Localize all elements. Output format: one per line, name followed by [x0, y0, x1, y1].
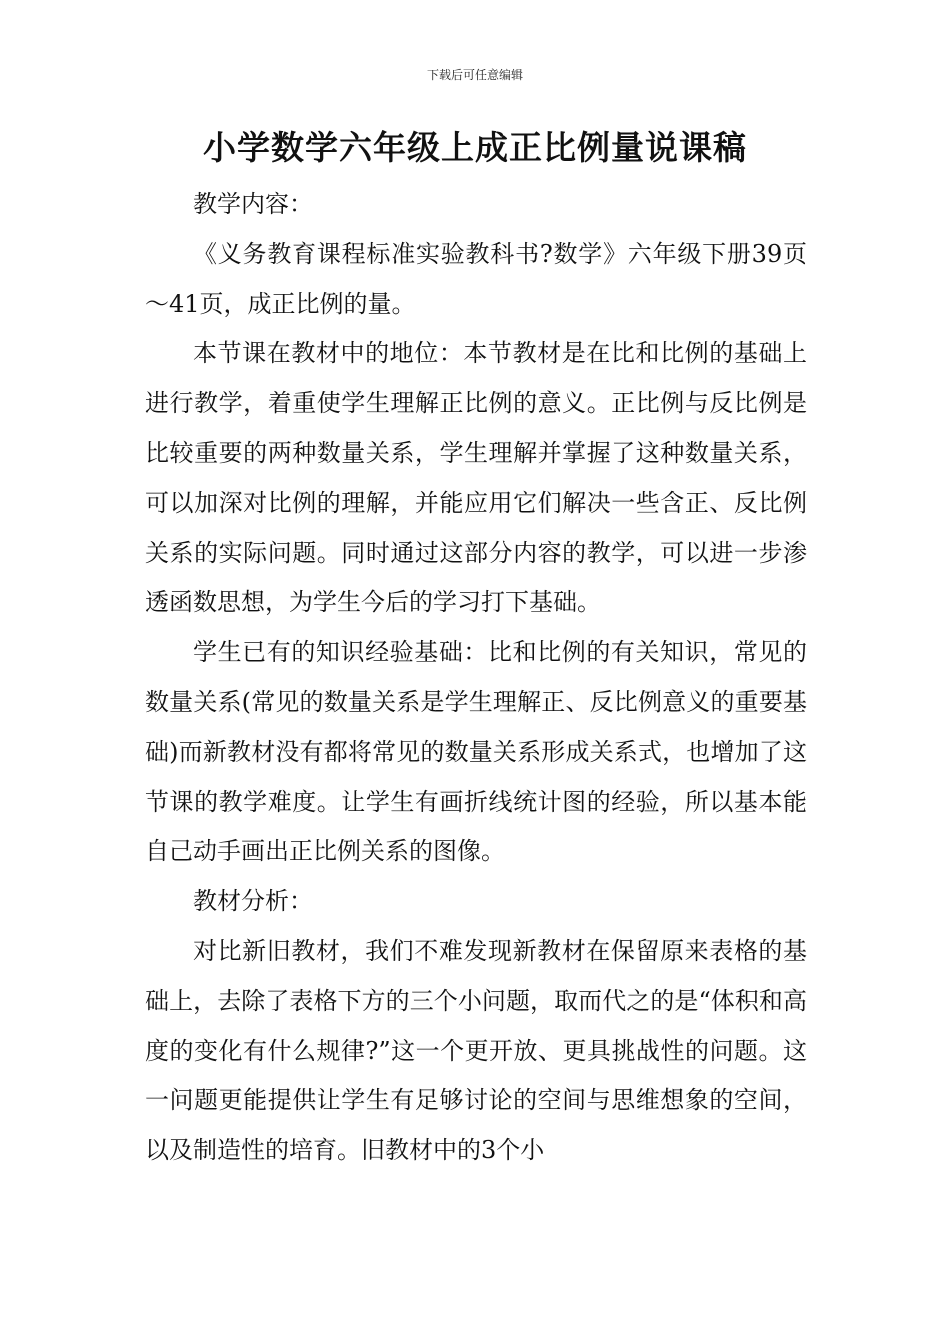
- document-body: [145, 180, 807, 1176]
- section-heading-teaching-content: 教学内容：: [193, 190, 313, 218]
- section-heading-textbook-analysis: 教材分析：: [193, 887, 313, 916]
- header-note: 下载后可任意编辑: [426, 68, 523, 82]
- paragraph-textbook-comparison: 对比新旧教材，我们不难发现新教材在保留原来表格的基础上，去除了表格下方的三个小问题，取而代之的是“体积和高度的变化有什么规律?”这一个更开放、更具挑战性的问题。这一问题更能提供让学生有足够讨论的空间与思维想象的空间，以及制造性的培育。旧教材中的3个小: [145, 936, 807, 1165]
- paragraph-lesson-position: 本节课在教材中的地位：本节教材是在比和比例的基础上进行教学，着重使学生理解正比例的意义。正比例与反比例是比较重要的两种数量关系，学生理解并掌握了这种数量关系，可以加深对比例的理解，并能应用它们解决一些含正、反比例关系的实际问题。同时通过这部分内容的教学，可以进一步渗透函数思想，为学生今后的学习打下基础。: [145, 339, 807, 617]
- document-title: 小学数学六年级上成正比例量说课稿: [203, 128, 747, 167]
- paragraph-textbook-reference: 《义务教育课程标准实验教科书?数学》六年级下册39页～41页，成正比例的量。: [145, 239, 807, 318]
- paragraph-student-prior-knowledge: 学生已有的知识经验基础：比和比例的有关知识，常见的数量关系(常见的数量关系是学生理解正、反比例意义的重要基础)而新教材没有都将常见的数量关系形成关系式，也增加了这节课的教学难度。让学生有画折线统计图的经验，所以基本能自己动手画出正比例关系的图像。: [145, 638, 807, 866]
